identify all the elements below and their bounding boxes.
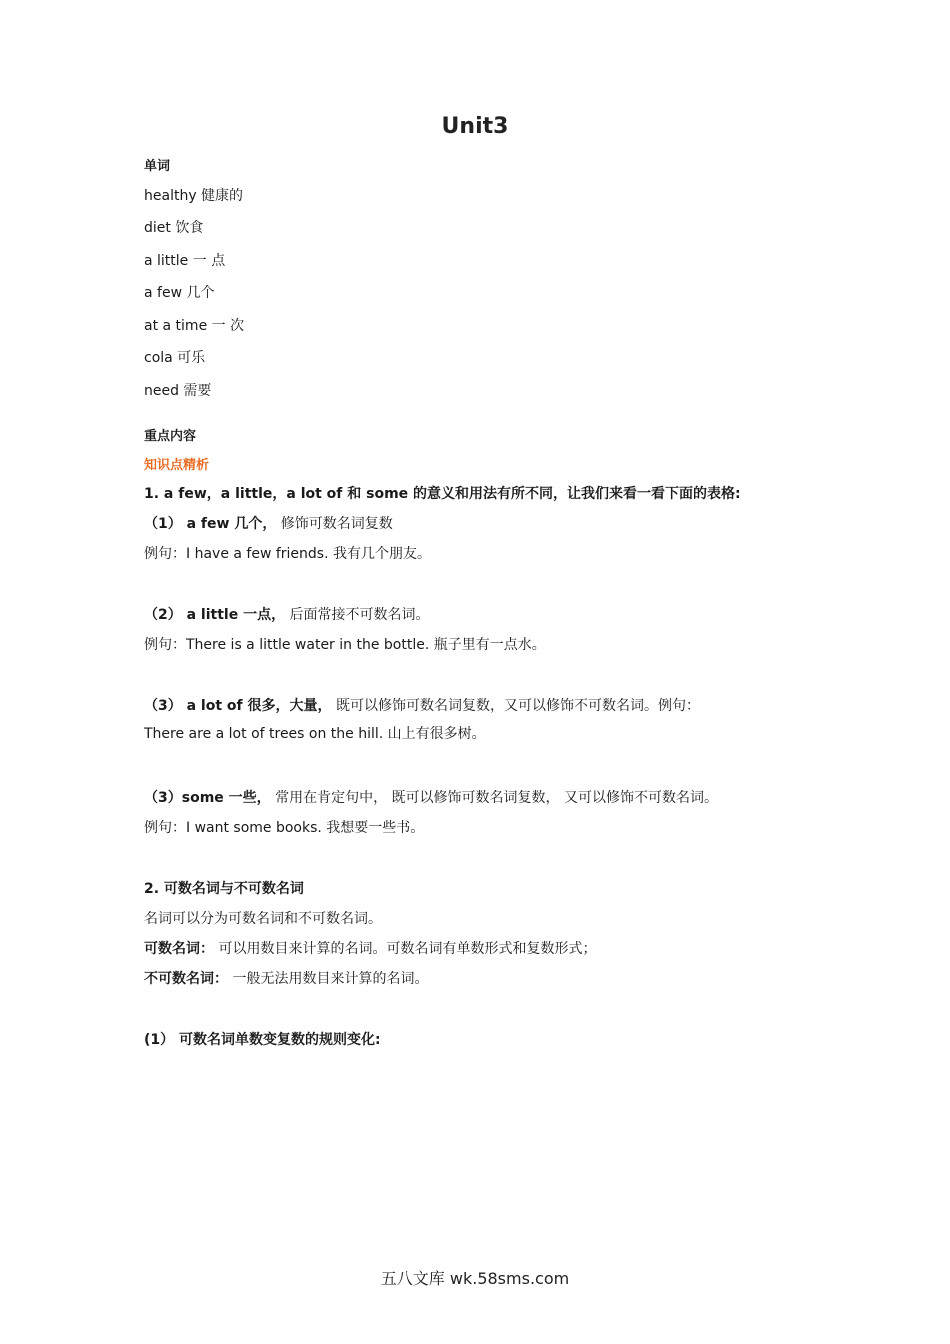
- item2-example: 例句：There is a little water in the bottle. 瓶子里有一点水。: [144, 637, 546, 653]
- countable-definition: [144, 938, 596, 958]
- uncountable-text: 一般无法用数目来计算的名词。: [228, 971, 429, 987]
- countable-label: 可数名词：: [144, 941, 214, 957]
- item3: [144, 695, 700, 715]
- item2-desc: 后面常接不可数名词。: [285, 607, 430, 623]
- uncountable-definition: [144, 968, 428, 988]
- item2-term: （2） a little 一点，: [144, 607, 286, 623]
- vocab-item: cola 可乐: [144, 350, 206, 366]
- vocab-item: at a time 一 次: [144, 318, 245, 334]
- countable-text: 可以用数目来计算的名词。可数名词有单数形式和复数形式；: [214, 941, 597, 957]
- item4-desc: 常用在肯定句中， 既可以修饰可数名词复数， 又可以修饰不可数名词。: [270, 790, 719, 806]
- page-title: Unit3: [441, 114, 509, 139]
- item4-term: （3）some 一些，: [144, 790, 271, 806]
- point2-title: 2. 可数名词与不可数名词: [144, 881, 304, 897]
- point2-intro: 名词可以分为可数名词和不可数名词。: [144, 911, 382, 927]
- item4-example: 例句：I want some books. 我想要一些书。: [144, 820, 425, 836]
- uncountable-label: 不可数名词：: [144, 971, 228, 987]
- point1-title: 1. a few，a little，a lot of 和 some 的意义和用法有所不同，让我们来看一看下面的表格:: [144, 486, 741, 502]
- item1-desc: 修饰可数名词复数: [276, 516, 393, 532]
- sub1-title: (1） 可数名词单数变复数的规则变化:: [144, 1032, 381, 1048]
- vocab-item: a few 几个: [144, 285, 215, 301]
- item4: [144, 787, 718, 807]
- item3-desc: 既可以修饰可数名词复数，又可以修饰不可数名词。例句：: [331, 698, 700, 714]
- item3-term: （3） a lot of 很多，大量，: [144, 698, 332, 714]
- item3-example: There are a lot of trees on the hill. 山上有很多树。: [144, 726, 486, 742]
- footer-watermark: 五八文库 wk.58sms.com: [380, 1269, 570, 1288]
- vocab-item: a little 一 点: [144, 253, 226, 269]
- vocab-item: diet 饮食: [144, 220, 204, 236]
- vocab-item: healthy 健康的: [144, 188, 244, 204]
- vocab-item: need 需要: [144, 383, 212, 399]
- item1-example: 例句：I have a few friends. 我有几个朋友。: [144, 546, 431, 562]
- vocab-heading: 单词: [144, 159, 171, 174]
- key-subheading: 知识点精析: [144, 458, 210, 473]
- item1: [144, 513, 393, 533]
- item2: [144, 604, 430, 624]
- item1-term: （1） a few 几个，: [144, 516, 277, 532]
- key-heading: 重点内容: [144, 429, 197, 444]
